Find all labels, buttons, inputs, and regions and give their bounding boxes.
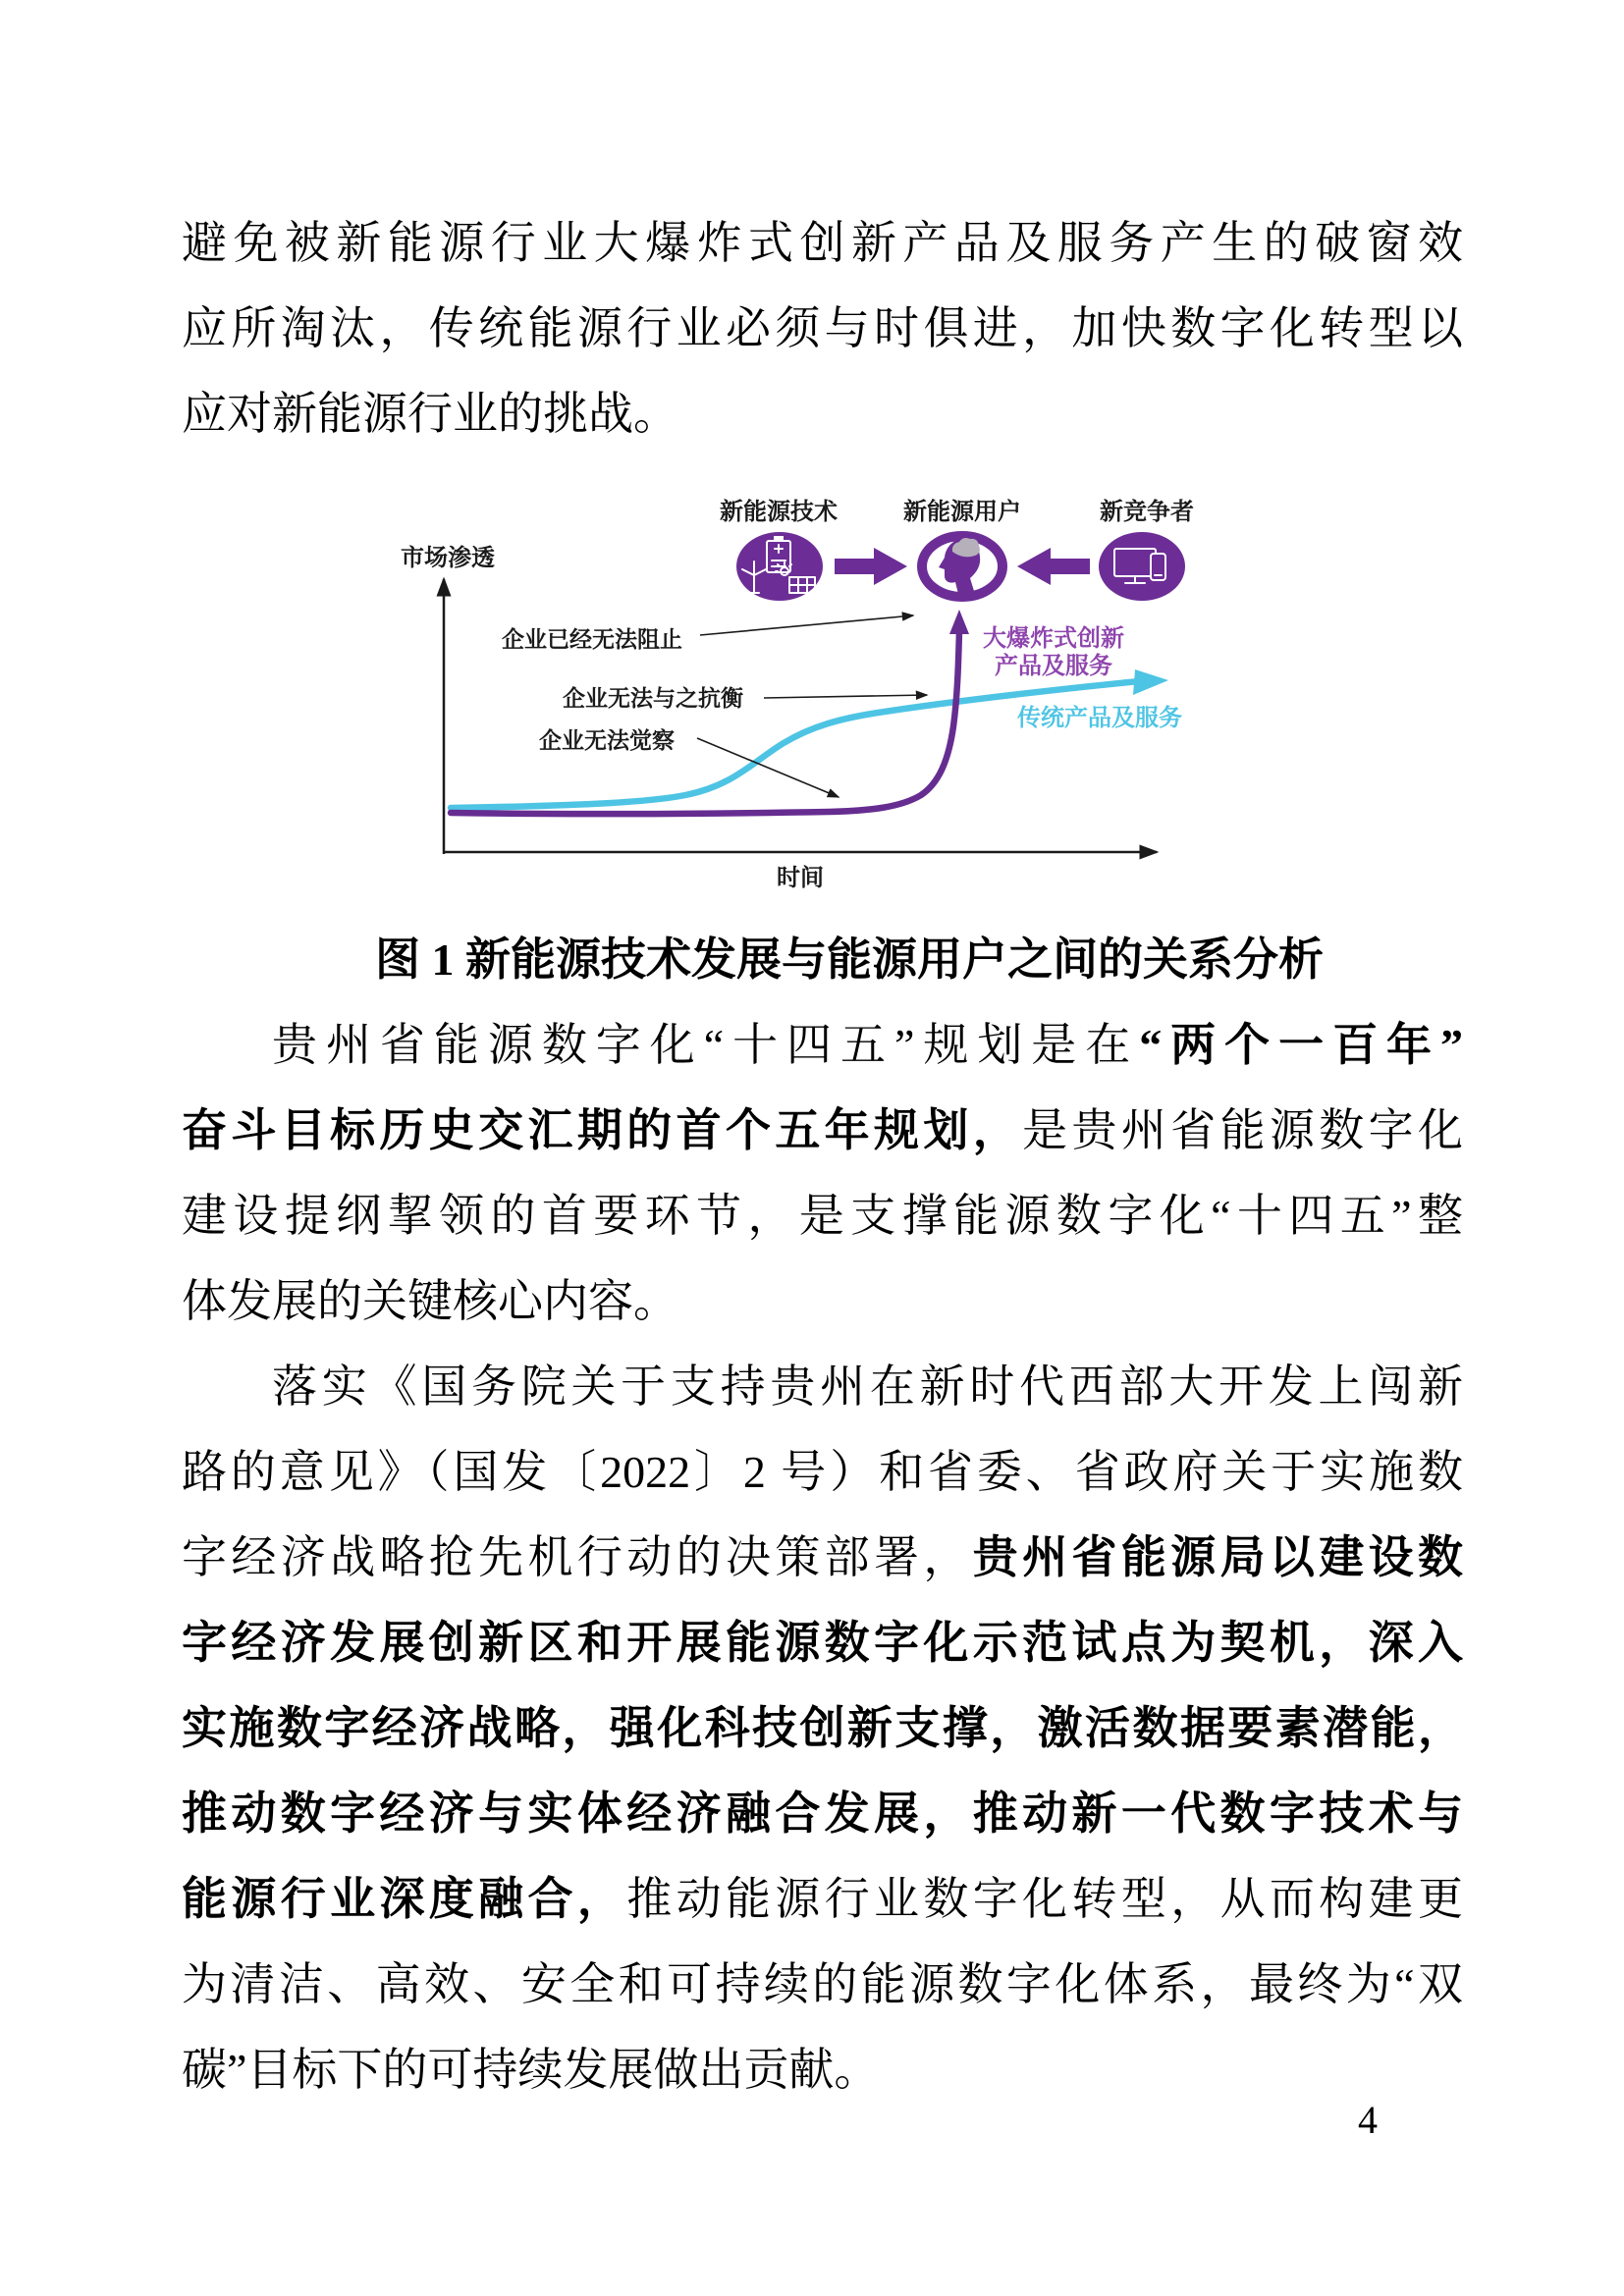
bigbang-curve-label-line1: 大爆炸式创新 (983, 625, 1124, 652)
text-line: 建设提纲挈领的首要环节，是支撑能源数字化“十四五”整 (182, 1191, 1463, 1241)
arrow-competitor-to-user (1017, 548, 1090, 585)
competitor-node-circle (1099, 532, 1185, 601)
annotation-cannot-perceive: 企业无法觉察 (539, 727, 675, 753)
text-line: 落实《国务院关于支持贵州在新时代西部大开发上闯新 (272, 1362, 1463, 1412)
x-axis-label: 时间 (777, 865, 824, 891)
node-label-competitor: 新竞争者 (1100, 499, 1194, 525)
text-line: 避免被新能源行业大爆炸式创新产品及服务产生的破窗效 (182, 218, 1463, 268)
text-line: 应所淘汰，传统能源行业必须与时俱进，加快数字化转型以 (182, 303, 1463, 353)
user-node (922, 536, 1002, 597)
text-line: 路的意见》（国发〔2022〕2 号）和省委、省政府关于实施数 (182, 1447, 1463, 1497)
text-segment-bold: “两个一百年” (1139, 1020, 1463, 1070)
tech-node (736, 532, 823, 601)
traditional-curve-label: 传统产品及服务 (1017, 705, 1182, 731)
node-label-tech: 新能源技术 (720, 499, 838, 525)
competitor-node (1099, 532, 1185, 601)
y-axis-label: 市场渗透 (401, 545, 495, 571)
node-label-user: 新能源用户 (903, 499, 1021, 525)
annotation-cannot-stop: 企业已经无法阻止 (502, 626, 682, 652)
text-line (182, 1515, 1463, 1600)
figure-caption: 图 1 新能源技术发展与能源用户之间的关系分析 (375, 934, 1324, 985)
bigbang-curve-label-line2: 产品及服务 (995, 653, 1112, 679)
text-line: 字经济发展创新区和开展能源数字化示范试点为契机，深入 (182, 1618, 1463, 1668)
text-segment-bold: 能源行业深度融合， (182, 1874, 627, 1924)
paragraph-3 (182, 1344, 1463, 2112)
text-segment-bold: 奋斗目标历史交汇期的首个五年规划， (182, 1105, 1023, 1155)
text-line (182, 1002, 1463, 1088)
annotation-cannot-compete: 企业无法与之抗衡 (563, 685, 743, 711)
text-line: 为清洁、高效、安全和可持续的能源数字化体系，最终为“双 (182, 1959, 1463, 2009)
paragraph-1 (182, 200, 1463, 456)
text-line: 体发展的关键核心内容。 (182, 1276, 678, 1326)
text-line: 实施数字经济战略，强化科技创新支撑，激活数据要素潜能， (182, 1703, 1463, 1753)
text-line: 应对新能源行业的挑战。 (182, 389, 678, 439)
paragraph-2 (182, 1002, 1463, 1344)
text-flow (182, 917, 1463, 2112)
text-line: 推动数字经济与实体经济融合发展，推动新一代数字技术与 (182, 1789, 1463, 1839)
bigbang-curve-arrowhead (949, 610, 969, 634)
text-segment: 贵州省能源数字化“十四五”规划是在 (272, 1020, 1140, 1070)
figure-1 (371, 471, 1255, 903)
smartphone-icon (1151, 554, 1165, 580)
text-segment: 推动能源行业数字化转型，从而构建更 (626, 1874, 1463, 1924)
traditional-curve-arrowhead (1133, 669, 1168, 695)
text-line (182, 1856, 1463, 1942)
arrow-tech-to-user (835, 548, 907, 585)
text-segment: 字经济战略抢先机行动的决策部署， (182, 1532, 973, 1582)
annotation-arrow-cannot-compete (764, 695, 927, 698)
text-line (182, 1088, 1463, 1173)
annotation-arrow-cannot-stop (700, 615, 913, 635)
text-segment: 是贵州省能源数字化 (1022, 1105, 1463, 1155)
page-number: 4 (1358, 2098, 1378, 2142)
text-line: 碳”目标下的可持续发展做出贡献。 (182, 2045, 880, 2095)
figure-1-image (371, 471, 1255, 903)
bigbang-curve (451, 631, 959, 814)
text-segment-bold: 贵州省能源局以建设数 (972, 1532, 1463, 1582)
